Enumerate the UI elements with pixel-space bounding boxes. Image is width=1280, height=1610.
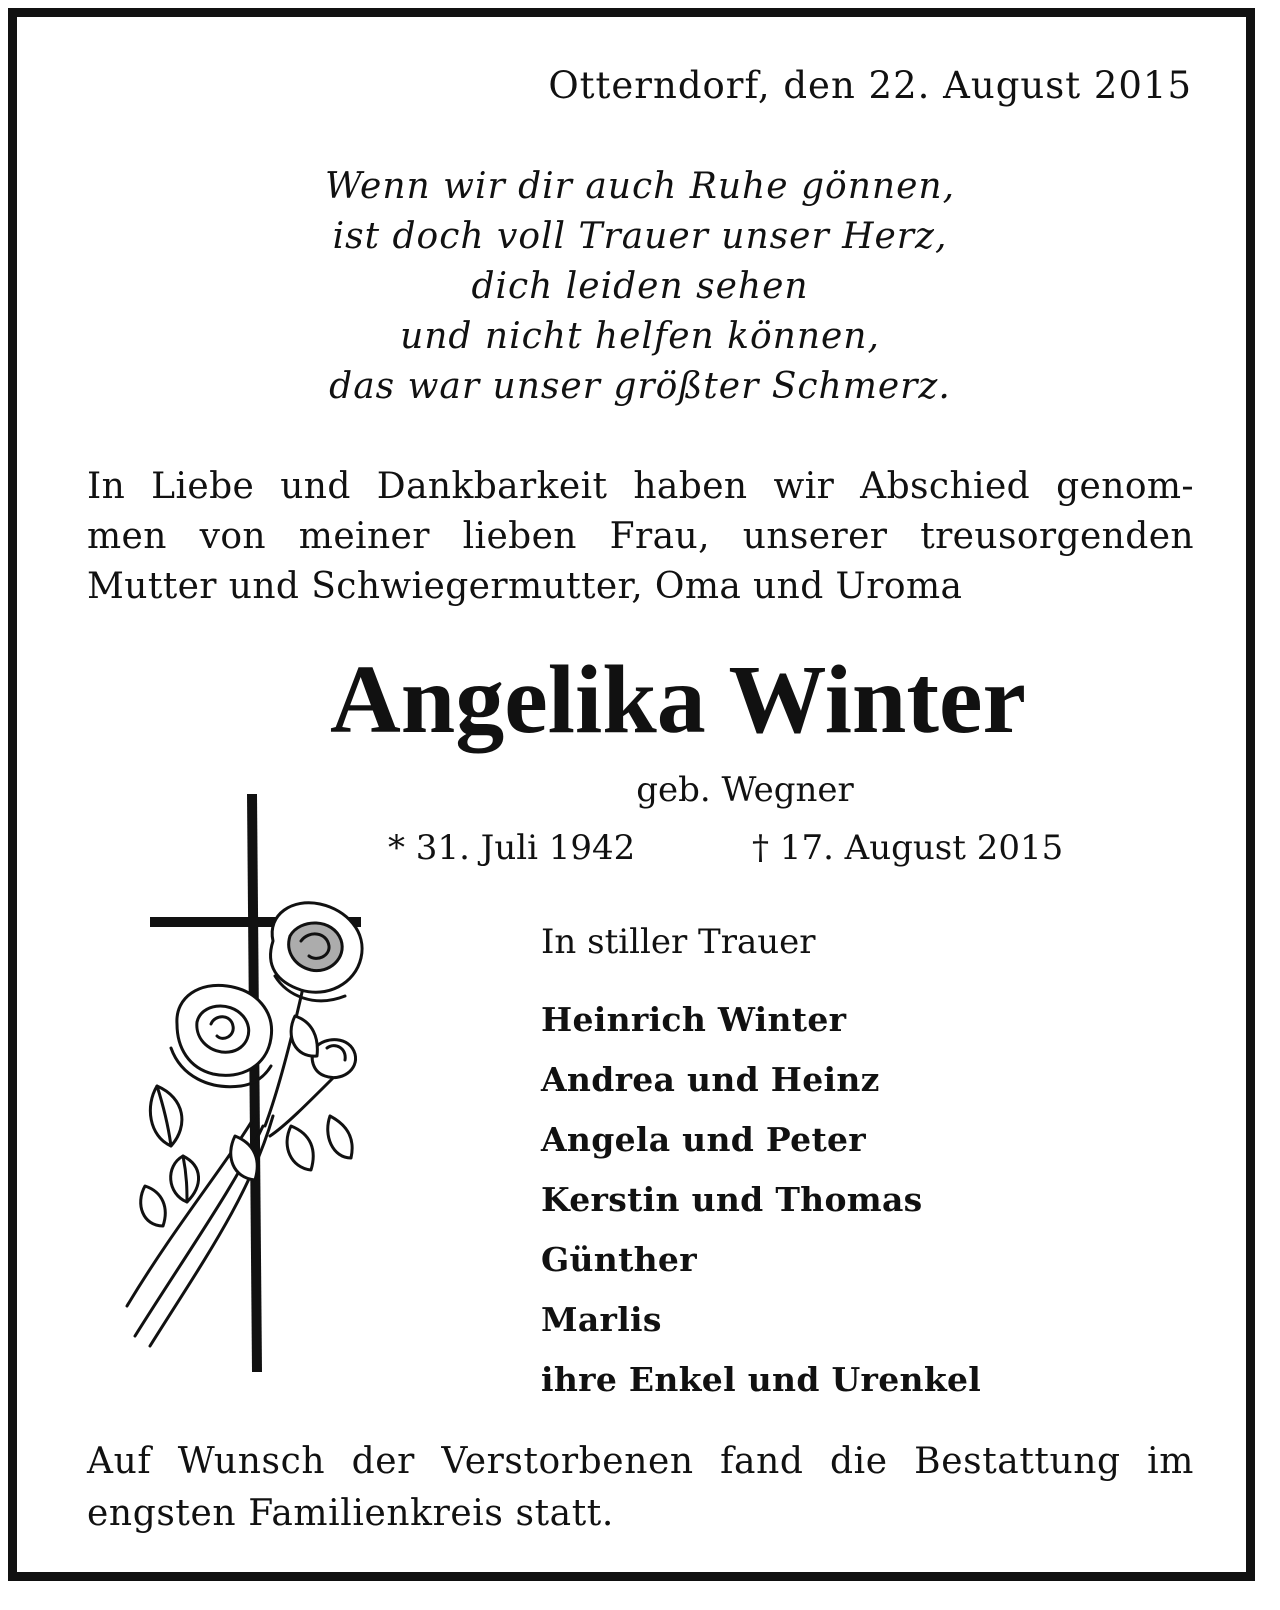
poem-line: und nicht helfen können, <box>400 316 880 357</box>
intro-line: Mutter und Schwiegermutter, Oma und Uroma <box>87 566 963 607</box>
list-item: Heinrich Winter <box>541 1000 847 1039</box>
poem-line: ist doch voll Trauer unser Herz, <box>332 216 948 257</box>
poem-line: Wenn wir dir auch Ruhe gönnen, <box>324 166 956 207</box>
list-item: Günther <box>541 1240 697 1279</box>
closing-line: engsten Familienkreis statt. <box>87 1493 614 1534</box>
intro-paragraph <box>87 462 1194 612</box>
cross-with-roses-icon <box>105 786 385 1376</box>
poem-line: dich leiden sehen <box>471 266 809 307</box>
mourners-heading: In stiller Trauer <box>541 922 816 962</box>
birth-name: geb. Wegner <box>636 770 854 810</box>
birth-date: * 31. Juli 1942 <box>388 828 636 868</box>
poem-line: das war unser größter Schmerz. <box>329 366 951 407</box>
list-item: Kerstin und Thomas <box>541 1180 923 1219</box>
place-date: Otterndorf, den 22. August 2015 <box>548 64 1192 107</box>
intro-line: In Liebe und Dankbarkeit haben wir Abschied genom- <box>87 466 1194 507</box>
deceased-name: Angelika Winter <box>330 646 1027 754</box>
list-item: Marlis <box>541 1300 662 1339</box>
list-item: ihre Enkel und Urenkel <box>541 1360 982 1399</box>
list-item: Andrea und Heinz <box>541 1060 880 1099</box>
death-date: † 17. August 2015 <box>752 828 1064 868</box>
mourners-list <box>541 990 981 1410</box>
intro-line: men von meiner lieben Frau, unserer treusorgenden <box>87 516 1194 557</box>
closing-line: Auf Wunsch der Verstorbenen fand die Bestattung im <box>87 1441 1194 1482</box>
list-item: Angela und Peter <box>541 1120 866 1159</box>
closing-paragraph <box>87 1436 1194 1540</box>
poem <box>85 162 1195 412</box>
